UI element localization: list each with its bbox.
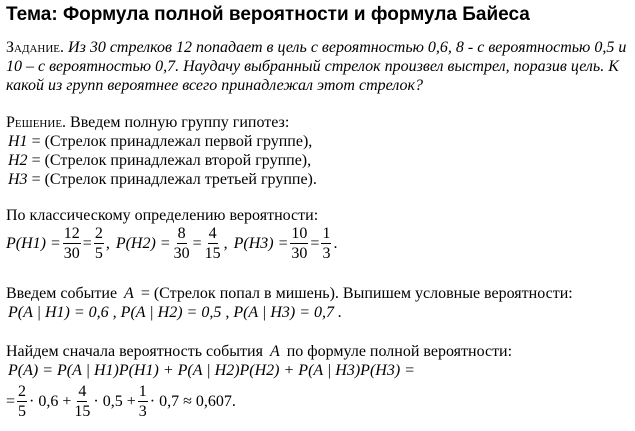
numerator: 2 bbox=[18, 383, 27, 400]
denominator: 15 bbox=[204, 245, 221, 262]
task-block bbox=[6, 38, 631, 95]
denominator: 30 bbox=[291, 245, 308, 262]
hypothesis-3 bbox=[8, 172, 317, 188]
total-intro: Найдем сначала вероятность события bbox=[6, 343, 263, 360]
hypothesis-2-text: = (Стрелок принадлежал второй группе), bbox=[31, 152, 312, 169]
page-title: Тема: Формула полной вероятности и формула Байеса bbox=[6, 4, 530, 25]
solution-intro bbox=[6, 115, 289, 131]
event-line bbox=[6, 286, 573, 302]
denominator: 15 bbox=[74, 403, 91, 420]
prior-2-lhs: P(H2) = bbox=[115, 235, 171, 252]
solution-label: Решение. bbox=[6, 114, 67, 131]
task-text: Из 30 стрелков 12 попадает в цель с вероятностью 0,6, 8 - с вероятностью 0,5 и 10 – с вероятностью 0,7. Наудачу выбранный стрелок произвел выстрел, поразив цель. К какой из групп вероятнее всего принадлежал этот стрелок? bbox=[6, 39, 627, 94]
denominator: 30 bbox=[173, 245, 190, 262]
calc-term-2: · 0,5 + bbox=[93, 393, 136, 410]
prior-1-fraction-b bbox=[94, 226, 104, 262]
numerator: 8 bbox=[177, 225, 186, 242]
prior-3-lhs: P(H3) = bbox=[233, 235, 289, 252]
hypothesis-2 bbox=[8, 153, 311, 169]
prior-1: P(H1) = $\frac{12}{30}$ = $\frac{2}{5}$ , bbox=[6, 225, 110, 262]
hypothesis-1 bbox=[8, 134, 312, 150]
numerator: 2 bbox=[94, 225, 103, 242]
calc-term-1: · 0,6 + bbox=[29, 393, 72, 410]
prior-2: P(H2) = $\frac{8}{30}$ = $\frac{4}{15}$ , bbox=[115, 225, 228, 262]
numerator: 1 bbox=[138, 383, 147, 400]
calc-term-3: · 0,7 ≈ 0,607. bbox=[149, 393, 236, 410]
total-formula-text: P(A) = P(A | H1)P(H1) + P(A | H2)P(H2) + P(A | H3)P(H3) = bbox=[8, 362, 415, 379]
denominator: 5 bbox=[18, 403, 27, 420]
prior-1-lhs: P(H1) = bbox=[6, 235, 61, 252]
task-label: Задание. bbox=[6, 39, 65, 56]
denominator: 3 bbox=[138, 403, 147, 420]
hypothesis-1-text: = (Стрелок принадлежал первой группе), bbox=[31, 133, 313, 150]
total-formula bbox=[8, 363, 415, 379]
priors-line bbox=[6, 226, 337, 262]
prior-3: P(H3) = $\frac{10}{30}$ = $\frac{1}{3}$ . bbox=[233, 225, 338, 262]
separator: , bbox=[223, 235, 228, 252]
denominator: 5 bbox=[94, 245, 103, 262]
separator: , bbox=[105, 235, 110, 252]
event-intro: Введем событие bbox=[6, 285, 118, 302]
numerator: 4 bbox=[208, 225, 217, 242]
calc-fraction-3 bbox=[138, 384, 148, 420]
prior-2-fraction-a bbox=[173, 226, 191, 262]
separator: . bbox=[333, 235, 338, 252]
numerator: 4 bbox=[78, 383, 87, 400]
hypothesis-3-name: H3 bbox=[8, 171, 28, 188]
numerator: 1 bbox=[322, 225, 331, 242]
solution-intro-text: Введем полную группу гипотез: bbox=[70, 114, 290, 131]
classic-intro: По классическому определению вероятности: bbox=[6, 207, 319, 224]
total-intro-line bbox=[6, 344, 512, 360]
prior-3-fraction-b bbox=[321, 226, 331, 262]
total-event-name: A bbox=[269, 343, 280, 360]
total-intro-tail: по формуле полной вероятности: bbox=[286, 343, 513, 360]
hypothesis-2-name: H2 bbox=[8, 152, 28, 169]
calc-line: = $\frac{2}{5}$ · 0,6 + $\frac{4}{15}$ · 0,5 + $\frac{1}{3}$ · 0,7 ≈ 0,607. bbox=[6, 383, 236, 420]
calc-fraction-2 bbox=[73, 384, 91, 420]
event-text: = (Стрелок попал в мишень). Выпишем условные вероятности: bbox=[140, 285, 573, 302]
conditionals: P(A | H1) = 0,6 , P(A | H2) = 0,5 , P(A | H3) = 0,7 . bbox=[8, 304, 342, 321]
event-name: A bbox=[124, 285, 134, 302]
prior-2-fraction-b bbox=[204, 226, 222, 262]
prior-1-fraction-a bbox=[63, 226, 81, 262]
numerator: 12 bbox=[63, 225, 80, 242]
calc-fraction-1 bbox=[17, 384, 27, 420]
prior-3-fraction-a bbox=[290, 226, 308, 262]
conditionals-line bbox=[8, 305, 342, 321]
denominator: 3 bbox=[322, 245, 331, 262]
hypothesis-3-text: = (Стрелок принадлежал третьей группе). bbox=[31, 171, 317, 188]
denominator: 30 bbox=[63, 245, 80, 262]
hypothesis-1-name: H1 bbox=[8, 133, 28, 150]
numerator: 10 bbox=[291, 225, 308, 242]
